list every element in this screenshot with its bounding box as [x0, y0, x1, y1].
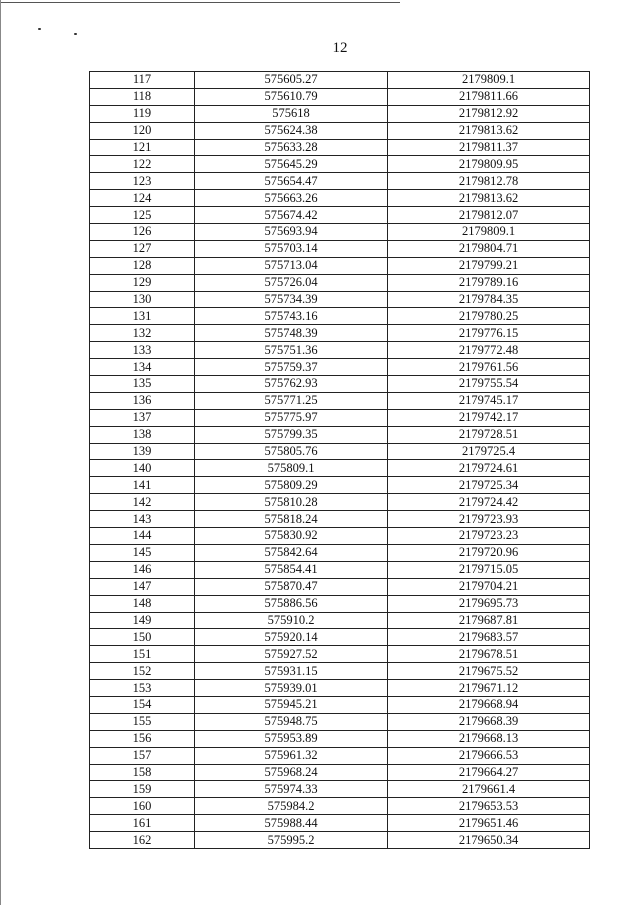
- point-number-cell: 130: [90, 291, 195, 308]
- table-row: [90, 190, 590, 207]
- table-row: [90, 308, 590, 325]
- point-number-cell: 156: [90, 730, 195, 747]
- point-number-cell: 152: [90, 663, 195, 680]
- table-row: [90, 646, 590, 663]
- x-coordinate-cell: 575830.92: [195, 528, 388, 545]
- x-coordinate-cell: 575886.56: [195, 595, 388, 612]
- table-row: [90, 207, 590, 224]
- table-row: [90, 578, 590, 595]
- y-coordinate-cell: 2179772.48: [388, 342, 590, 359]
- x-coordinate-cell: 575939.01: [195, 680, 388, 697]
- point-number-cell: 157: [90, 747, 195, 764]
- page-number: 12: [332, 40, 348, 56]
- table-row: [90, 815, 590, 832]
- point-number-cell: 124: [90, 190, 195, 207]
- table-row: [90, 528, 590, 545]
- point-number-cell: 127: [90, 240, 195, 257]
- table-row: [90, 426, 590, 443]
- table-row: [90, 72, 590, 89]
- point-number-cell: 159: [90, 781, 195, 798]
- y-coordinate-cell: 2179780.25: [388, 308, 590, 325]
- x-coordinate-cell: 575953.89: [195, 730, 388, 747]
- point-number-cell: 162: [90, 832, 195, 849]
- table-row: [90, 139, 590, 156]
- point-number-cell: 128: [90, 257, 195, 274]
- point-number-cell: 155: [90, 713, 195, 730]
- y-coordinate-cell: 2179812.78: [388, 173, 590, 190]
- x-coordinate-cell: 575743.16: [195, 308, 388, 325]
- x-coordinate-cell: 575974.33: [195, 781, 388, 798]
- x-coordinate-cell: 575809.1: [195, 460, 388, 477]
- x-coordinate-cell: 575910.2: [195, 612, 388, 629]
- y-coordinate-cell: 2179678.51: [388, 646, 590, 663]
- x-coordinate-cell: 575920.14: [195, 629, 388, 646]
- y-coordinate-cell: 2179668.94: [388, 696, 590, 713]
- point-number-cell: 153: [90, 680, 195, 697]
- x-coordinate-cell: 575693.94: [195, 224, 388, 241]
- point-number-cell: 160: [90, 798, 195, 815]
- x-coordinate-cell: 575726.04: [195, 274, 388, 291]
- point-number-cell: 129: [90, 274, 195, 291]
- point-number-cell: 145: [90, 544, 195, 561]
- x-coordinate-cell: 575703.14: [195, 240, 388, 257]
- y-coordinate-cell: 2179683.57: [388, 629, 590, 646]
- point-number-cell: 151: [90, 646, 195, 663]
- table-row: [90, 460, 590, 477]
- point-number-cell: 125: [90, 207, 195, 224]
- x-coordinate-cell: 575961.32: [195, 747, 388, 764]
- y-coordinate-cell: 2179675.52: [388, 663, 590, 680]
- table-row: [90, 443, 590, 460]
- point-number-cell: 142: [90, 494, 195, 511]
- point-number-cell: 121: [90, 139, 195, 156]
- x-coordinate-cell: 575805.76: [195, 443, 388, 460]
- point-number-cell: 146: [90, 561, 195, 578]
- point-number-cell: 137: [90, 409, 195, 426]
- table-row: [90, 612, 590, 629]
- y-coordinate-cell: 2179804.71: [388, 240, 590, 257]
- point-number-cell: 122: [90, 156, 195, 173]
- point-number-cell: 143: [90, 511, 195, 528]
- point-number-cell: 141: [90, 477, 195, 494]
- x-coordinate-cell: 575618: [195, 105, 388, 122]
- y-coordinate-cell: 2179813.62: [388, 122, 590, 139]
- scan-speck: [38, 28, 41, 30]
- point-number-cell: 133: [90, 342, 195, 359]
- table-row: [90, 240, 590, 257]
- table-row: [90, 409, 590, 426]
- y-coordinate-cell: 2179661.4: [388, 781, 590, 798]
- table-row: [90, 511, 590, 528]
- table-row: [90, 224, 590, 241]
- table-row: [90, 122, 590, 139]
- y-coordinate-cell: 2179745.17: [388, 392, 590, 409]
- table-row: [90, 629, 590, 646]
- x-coordinate-cell: 575810.28: [195, 494, 388, 511]
- y-coordinate-cell: 2179776.15: [388, 325, 590, 342]
- y-coordinate-cell: 2179809.1: [388, 72, 590, 89]
- x-coordinate-cell: 575927.52: [195, 646, 388, 663]
- point-number-cell: 117: [90, 72, 195, 89]
- point-number-cell: 148: [90, 595, 195, 612]
- table-row: [90, 832, 590, 849]
- y-coordinate-cell: 2179695.73: [388, 595, 590, 612]
- x-coordinate-cell: 575842.64: [195, 544, 388, 561]
- y-coordinate-cell: 2179651.46: [388, 815, 590, 832]
- y-coordinate-cell: 2179812.07: [388, 207, 590, 224]
- x-coordinate-cell: 575605.27: [195, 72, 388, 89]
- x-coordinate-cell: 575762.93: [195, 376, 388, 393]
- x-coordinate-cell: 575984.2: [195, 798, 388, 815]
- point-number-cell: 147: [90, 578, 195, 595]
- x-coordinate-cell: 575854.41: [195, 561, 388, 578]
- point-number-cell: 132: [90, 325, 195, 342]
- x-coordinate-cell: 575809.29: [195, 477, 388, 494]
- table-row: [90, 359, 590, 376]
- top-rule: [0, 2, 400, 3]
- point-number-cell: 118: [90, 88, 195, 105]
- table-row: [90, 781, 590, 798]
- table-row: [90, 257, 590, 274]
- x-coordinate-cell: 575748.39: [195, 325, 388, 342]
- x-coordinate-cell: 575818.24: [195, 511, 388, 528]
- table-row: [90, 291, 590, 308]
- y-coordinate-cell: 2179671.12: [388, 680, 590, 697]
- table-row: [90, 680, 590, 697]
- y-coordinate-cell: 2179687.81: [388, 612, 590, 629]
- x-coordinate-cell: 575988.44: [195, 815, 388, 832]
- x-coordinate-cell: 575624.38: [195, 122, 388, 139]
- point-number-cell: 136: [90, 392, 195, 409]
- table-row: [90, 325, 590, 342]
- x-coordinate-cell: 575948.75: [195, 713, 388, 730]
- y-coordinate-cell: 2179755.54: [388, 376, 590, 393]
- y-coordinate-cell: 2179725.4: [388, 443, 590, 460]
- y-coordinate-cell: 2179728.51: [388, 426, 590, 443]
- x-coordinate-cell: 575775.97: [195, 409, 388, 426]
- y-coordinate-cell: 2179809.1: [388, 224, 590, 241]
- y-coordinate-cell: 2179724.61: [388, 460, 590, 477]
- x-coordinate-cell: 575870.47: [195, 578, 388, 595]
- table-row: [90, 561, 590, 578]
- y-coordinate-cell: 2179813.62: [388, 190, 590, 207]
- coordinates-table-body: [90, 72, 590, 849]
- x-coordinate-cell: 575713.04: [195, 257, 388, 274]
- table-row: [90, 730, 590, 747]
- point-number-cell: 158: [90, 764, 195, 781]
- point-number-cell: 138: [90, 426, 195, 443]
- x-coordinate-cell: 575734.39: [195, 291, 388, 308]
- table-row: [90, 173, 590, 190]
- point-number-cell: 161: [90, 815, 195, 832]
- y-coordinate-cell: 2179789.16: [388, 274, 590, 291]
- scan-speck: [74, 33, 77, 35]
- y-coordinate-cell: 2179723.93: [388, 511, 590, 528]
- x-coordinate-cell: 575968.24: [195, 764, 388, 781]
- table-row: [90, 392, 590, 409]
- y-coordinate-cell: 2179742.17: [388, 409, 590, 426]
- scan-left-edge: [0, 0, 1, 905]
- coordinates-table: [89, 71, 590, 849]
- x-coordinate-cell: 575654.47: [195, 173, 388, 190]
- y-coordinate-cell: 2179724.42: [388, 494, 590, 511]
- table-row: [90, 663, 590, 680]
- table-row: [90, 764, 590, 781]
- x-coordinate-cell: 575931.15: [195, 663, 388, 680]
- y-coordinate-cell: 2179761.56: [388, 359, 590, 376]
- table-row: [90, 342, 590, 359]
- point-number-cell: 144: [90, 528, 195, 545]
- point-number-cell: 140: [90, 460, 195, 477]
- x-coordinate-cell: 575751.36: [195, 342, 388, 359]
- point-number-cell: 134: [90, 359, 195, 376]
- point-number-cell: 139: [90, 443, 195, 460]
- y-coordinate-cell: 2179668.13: [388, 730, 590, 747]
- y-coordinate-cell: 2179668.39: [388, 713, 590, 730]
- point-number-cell: 150: [90, 629, 195, 646]
- y-coordinate-cell: 2179720.96: [388, 544, 590, 561]
- table-row: [90, 477, 590, 494]
- point-number-cell: 131: [90, 308, 195, 325]
- y-coordinate-cell: 2179704.21: [388, 578, 590, 595]
- table-row: [90, 544, 590, 561]
- y-coordinate-cell: 2179812.92: [388, 105, 590, 122]
- y-coordinate-cell: 2179784.35: [388, 291, 590, 308]
- y-coordinate-cell: 2179811.66: [388, 88, 590, 105]
- y-coordinate-cell: 2179650.34: [388, 832, 590, 849]
- point-number-cell: 135: [90, 376, 195, 393]
- table-row: [90, 696, 590, 713]
- point-number-cell: 119: [90, 105, 195, 122]
- table-row: [90, 798, 590, 815]
- x-coordinate-cell: 575610.79: [195, 88, 388, 105]
- y-coordinate-cell: 2179811.37: [388, 139, 590, 156]
- point-number-cell: 123: [90, 173, 195, 190]
- point-number-cell: 120: [90, 122, 195, 139]
- x-coordinate-cell: 575799.35: [195, 426, 388, 443]
- y-coordinate-cell: 2179664.27: [388, 764, 590, 781]
- x-coordinate-cell: 575645.29: [195, 156, 388, 173]
- table-row: [90, 88, 590, 105]
- table-row: [90, 747, 590, 764]
- x-coordinate-cell: 575771.25: [195, 392, 388, 409]
- y-coordinate-cell: 2179715.05: [388, 561, 590, 578]
- x-coordinate-cell: 575663.26: [195, 190, 388, 207]
- y-coordinate-cell: 2179723.23: [388, 528, 590, 545]
- y-coordinate-cell: 2179725.34: [388, 477, 590, 494]
- y-coordinate-cell: 2179666.53: [388, 747, 590, 764]
- table-row: [90, 713, 590, 730]
- table-row: [90, 156, 590, 173]
- point-number-cell: 126: [90, 224, 195, 241]
- y-coordinate-cell: 2179799.21: [388, 257, 590, 274]
- x-coordinate-cell: 575674.42: [195, 207, 388, 224]
- y-coordinate-cell: 2179809.95: [388, 156, 590, 173]
- y-coordinate-cell: 2179653.53: [388, 798, 590, 815]
- point-number-cell: 154: [90, 696, 195, 713]
- x-coordinate-cell: 575759.37: [195, 359, 388, 376]
- table-row: [90, 376, 590, 393]
- table-row: [90, 494, 590, 511]
- x-coordinate-cell: 575945.21: [195, 696, 388, 713]
- table-row: [90, 105, 590, 122]
- x-coordinate-cell: 575995.2: [195, 832, 388, 849]
- x-coordinate-cell: 575633.28: [195, 139, 388, 156]
- table-row: [90, 274, 590, 291]
- point-number-cell: 149: [90, 612, 195, 629]
- table-row: [90, 595, 590, 612]
